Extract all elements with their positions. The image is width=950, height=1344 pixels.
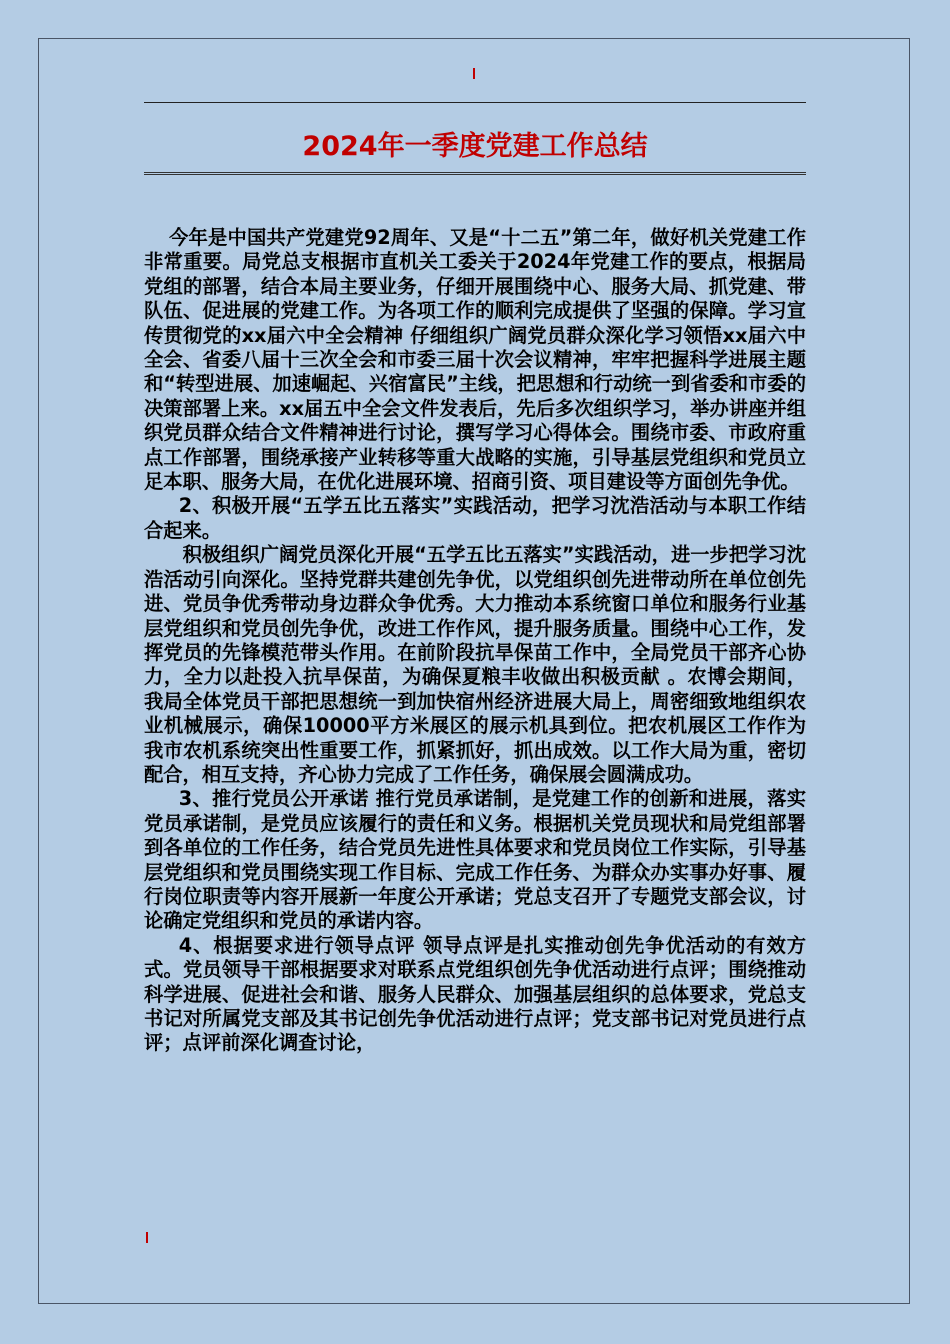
header-rule bbox=[144, 102, 806, 103]
title-underline bbox=[144, 172, 806, 175]
paragraph-section-4: 4、根据要求进行领导点评 领导点评是扎实推动创先争优活动的有效方式。党员领导干部根据要求对联系点党组织创先争优活动进行点评；围绕推动科学进展、促进社会和谐、服务人民群众、加强基层组织的总体要求，党总支书记对所属党支部及其书记创先争优活动进行点评；党支部书记对党员进行点评；点评前深化调查讨论， bbox=[144, 933, 806, 1055]
header-mark bbox=[473, 68, 475, 79]
paragraph-section-3: 3、推行党员公开承诺 推行党员承诺制，是党建工作的创新和进展，落实党员承诺制，是党员应该履行的责任和义务。根据机关党员现状和局党组部署到各单位的工作任务，结合党员先进性具体要求和党员岗位工作实际，引导基层党组织和党员围绕实现工作目标、完成工作任务、为群众办实事办好事、履行岗位职责等内容开展新一年度公开承诺；党总支召开了专题党支部会议，讨论确定党组织和党员的承诺内容。 bbox=[144, 787, 806, 933]
paragraph-intro: 今年是中国共产党建党92周年、又是“十二五”第二年，做好机关党建工作非常重要。局党总支根据市直机关工委关于2024年党建工作的要点，根据局党组的部署，结合本局主要业务，仔细开展围绕中心、服务大局、抓党建、带队伍、促进展的党建工作。为各项工作的顺利完成提供了坚强的保障。学习宣传贯彻党的xx届六中全会精神 仔细组织广阔党员群众深化学习领悟xx届六中全会、省委八届十三次全会和市委三届十次会议精神，牢牢把握科学进展主题和“转型进展、加速崛起、兴宿富民”主线，把思想和行动统一到省委和市委的决策部署上来。xx届五中全会文件发表后，先后多次组织学习，举办讲座并组织党员群众结合文件精神进行讨论，撰写学习心得体会。围绕市委、市政府重点工作部署，围绕承接产业转移等重大战略的实施，引导基层党组织和党员立足本职、服务大局，在优化进展环境、招商引资、项目建设等方面创先争优。 bbox=[144, 226, 806, 494]
document-title: 2024年一季度党建工作总结 bbox=[302, 131, 648, 162]
paragraph-section-2-body: 积极组织广阔党员深化开展“五学五比五落实”实践活动，进一步把学习沈浩活动引向深化。坚持党群共建创先争优，以党组织创先进带动所在单位创先进、党员争优秀带动身边群众争优秀。大力推动本系统窗口单位和服务行业基层党组织和党员创先争优，改进工作作风，提升服务质量。围绕中心工作，发挥党员的先锋模范带头作用。在前阶段抗旱保苗工作中，全局党员干部齐心协力，全力以赴投入抗旱保苗，为确保夏粮丰收做出积极贡献 。农博会期间，我局全体党员干部把思想统一到加快宿州经济进展大局上，周密细致地组织农业机械展示，确保10000平方米展区的展示机具到位。把农机展区工作作为我市农机系统突出性重要工作，抓紧抓好，抓出成效。以工作大局为重，密切配合，相互支持，齐心协力完成了工作任务，确保展会圆满成功。 bbox=[144, 543, 806, 786]
footer-mark bbox=[146, 1232, 148, 1243]
paragraph-section-2-heading: 2、积极开展“五学五比五落实”实践活动，把学习沈浩活动与本职工作结合起来。 bbox=[144, 494, 806, 542]
document-body bbox=[144, 226, 806, 1056]
